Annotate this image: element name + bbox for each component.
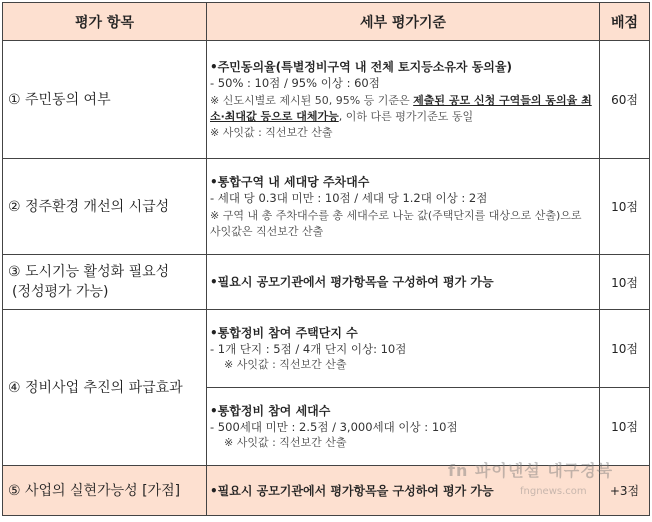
detail-line: •통합정비 참여 세대수: [210, 403, 331, 418]
detail-line: - 세대 당 0.3대 미만 : 10점 / 세대 당 1.2대 이상 : 2점: [210, 190, 488, 205]
note-text: , 이하 다른 평가기준도 동일: [338, 109, 474, 123]
note-highlight: 제출된 공모 신청 구역들의 동의율 최소·최대값 등으로 대체가능: [210, 93, 592, 123]
detail-note: ※ 사잇값 : 직선보간 산출: [210, 125, 333, 139]
score-cell: +3점: [600, 466, 650, 516]
detail-note: ※ 사잇값 : 직선보간 산출: [224, 435, 347, 449]
item-cell: [3, 255, 207, 310]
header-item: 평가 항목: [3, 3, 207, 41]
detail-line: - 500세대 미만 : 2.5점 / 3,000세대 이상 : 10점: [210, 419, 458, 434]
detail-note: ※ 구역 내 총 주차대수를 총 세대수로 나눈 값(주택단지를 대상으로 산출)으로 사잇값은 직선보간 산출: [210, 208, 582, 238]
detail-line: •통합구역 내 세대당 주차대수: [210, 174, 370, 189]
score-cell: 10점: [600, 255, 650, 310]
detail-line: •필요시 공모기관에서 평가항목을 구성하여 평가 가능: [210, 275, 494, 289]
detail-cell: [207, 41, 600, 159]
detail-line: •필요시 공모기관에서 평가항목을 구성하여 평가 가능: [210, 483, 494, 498]
evaluation-table: [2, 2, 650, 516]
score-cell: 10점: [600, 159, 650, 255]
note-text: ※ 신도시별로 제시된 50, 95% 등 기준은: [210, 93, 414, 107]
item-sublabel: (정성평가 가능): [12, 284, 109, 300]
item-cell: ② 정주환경 개선의 시급성: [3, 159, 207, 255]
table-row: [3, 159, 650, 255]
detail-line: •주민동의율(특별정비구역 내 전체 토지등소유자 동의율): [210, 59, 512, 74]
item-label: ③ 도시기능 활성화 필요성: [8, 264, 170, 280]
item-cell: ⑤ 사업의 실현가능성 [가점]: [3, 466, 207, 516]
detail-cell: [207, 159, 600, 255]
header-score: 배점: [600, 3, 650, 41]
detail-note: ※ 사잇값 : 직선보간 산출: [224, 357, 347, 371]
item-cell: ④ 정비사업 추진의 파급효과: [3, 310, 207, 466]
table-row: [3, 310, 650, 388]
detail-cell: [207, 388, 600, 466]
score-cell: 10점: [600, 388, 650, 466]
score-cell: 60점: [600, 41, 650, 159]
header-row: [3, 3, 650, 41]
detail-line: •통합정비 참여 주택단지 수: [210, 325, 358, 340]
table-row: [3, 41, 650, 159]
watermark-url: fngnews.com: [520, 486, 587, 497]
detail-cell: [207, 310, 600, 388]
detail-line: - 50% : 10점 / 95% 이상 : 60점: [210, 75, 380, 90]
detail-note: [210, 93, 595, 125]
item-cell: ① 주민동의 여부: [3, 41, 207, 159]
detail-line: - 1개 단지 : 5점 / 4개 단지 이상: 10점: [210, 341, 407, 356]
watermark-logo: fn 파이낸셜 대구경북: [448, 461, 614, 480]
score-cell: 10점: [600, 310, 650, 388]
table-row: [3, 255, 650, 310]
detail-cell: [207, 255, 600, 310]
header-detail: 세부 평가기준: [207, 3, 600, 41]
